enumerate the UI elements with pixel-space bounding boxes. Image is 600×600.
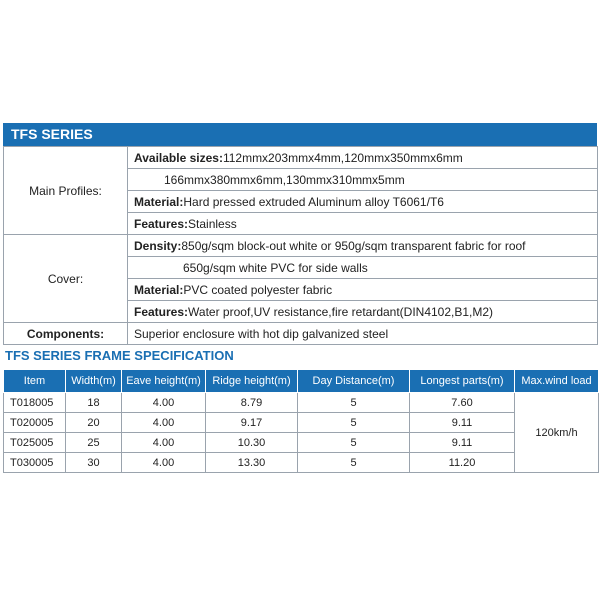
header-longest-parts: Longest parts(m) — [410, 370, 515, 393]
cell-eave-height: 4.00 — [122, 433, 206, 453]
table-row — [4, 453, 599, 473]
cell-width: 20 — [66, 413, 122, 433]
cell-width: 30 — [66, 453, 122, 473]
density-line1: 850g/sqm block-out white or 950g/sqm transparent fabric for roof — [181, 238, 526, 253]
cell-longest-parts: 9.11 — [410, 433, 515, 453]
components-label: Components: — [4, 323, 128, 345]
cell-item: T020005 — [4, 413, 66, 433]
cell-width: 25 — [66, 433, 122, 453]
header-eave-height: Eave height(m) — [122, 370, 206, 393]
cover-material-value: PVC coated polyester fabric — [183, 282, 333, 297]
cover-material-row — [128, 279, 598, 301]
cell-ridge-height: 9.17 — [206, 413, 298, 433]
cell-day-distance: 5 — [298, 433, 410, 453]
cell-longest-parts: 11.20 — [410, 453, 515, 473]
profile-features-value: Stainless — [188, 216, 237, 231]
cell-item: T018005 — [4, 393, 66, 413]
cell-eave-height: 4.00 — [122, 393, 206, 413]
components-value: Superior enclosure with hot dip galvanized steel — [128, 323, 598, 345]
profile-features-key: Features: — [134, 216, 189, 231]
cover-features-value: Water proof,UV resistance,fire retardant(DIN4102,B1,M2) — [188, 304, 494, 319]
header-width: Width(m) — [66, 370, 122, 393]
header-ridge-height: Ridge height(m) — [206, 370, 298, 393]
available-sizes-row — [128, 147, 598, 169]
cell-eave-height: 4.00 — [122, 413, 206, 433]
table-row — [4, 413, 599, 433]
series-title: TFS SERIES — [3, 123, 597, 146]
cover-label: Cover: — [4, 235, 128, 323]
header-max-wind-load: Max.wind load — [515, 370, 599, 393]
frame-header-row — [4, 370, 599, 393]
available-sizes-line2: 166mmx380mmx6mm,130mmx310mmx5mm — [128, 169, 598, 191]
frame-spec-table — [3, 369, 599, 473]
density-line2: 650g/sqm white PVC for side walls — [128, 257, 598, 279]
cell-day-distance: 5 — [298, 453, 410, 473]
cover-material-key: Material: — [134, 282, 184, 297]
cell-ridge-height: 8.79 — [206, 393, 298, 413]
header-item: Item — [4, 370, 66, 393]
cell-day-distance: 5 — [298, 393, 410, 413]
density-row — [128, 235, 598, 257]
cell-item: T025005 — [4, 433, 66, 453]
available-sizes-key: Available sizes: — [134, 150, 223, 165]
cell-item: T030005 — [4, 453, 66, 473]
cover-features-key: Features: — [134, 304, 189, 319]
frame-spec-title: TFS SERIES FRAME SPECIFICATION — [5, 348, 234, 363]
profile-material-value: Hard pressed extruded Aluminum alloy T6061/T6 — [183, 194, 444, 209]
table-row — [4, 433, 599, 453]
header-day-distance: Day Distance(m) — [298, 370, 410, 393]
cell-longest-parts: 9.11 — [410, 413, 515, 433]
profile-material-row — [128, 191, 598, 213]
cover-features-row — [128, 301, 598, 323]
available-sizes-line1: 112mmx203mmx4mm,120mmx350mmx6mm — [222, 150, 463, 165]
profile-features-row — [128, 213, 598, 235]
cell-eave-height: 4.00 — [122, 453, 206, 473]
max-wind-load-value: 120km/h — [515, 393, 599, 473]
specification-table — [3, 146, 598, 345]
table-row — [4, 393, 599, 413]
main-profiles-label: Main Profiles: — [4, 147, 128, 235]
cell-ridge-height: 13.30 — [206, 453, 298, 473]
cell-width: 18 — [66, 393, 122, 413]
profile-material-key: Material: — [134, 194, 184, 209]
cell-ridge-height: 10.30 — [206, 433, 298, 453]
density-key: Density: — [134, 238, 182, 253]
cell-longest-parts: 7.60 — [410, 393, 515, 413]
cell-day-distance: 5 — [298, 413, 410, 433]
